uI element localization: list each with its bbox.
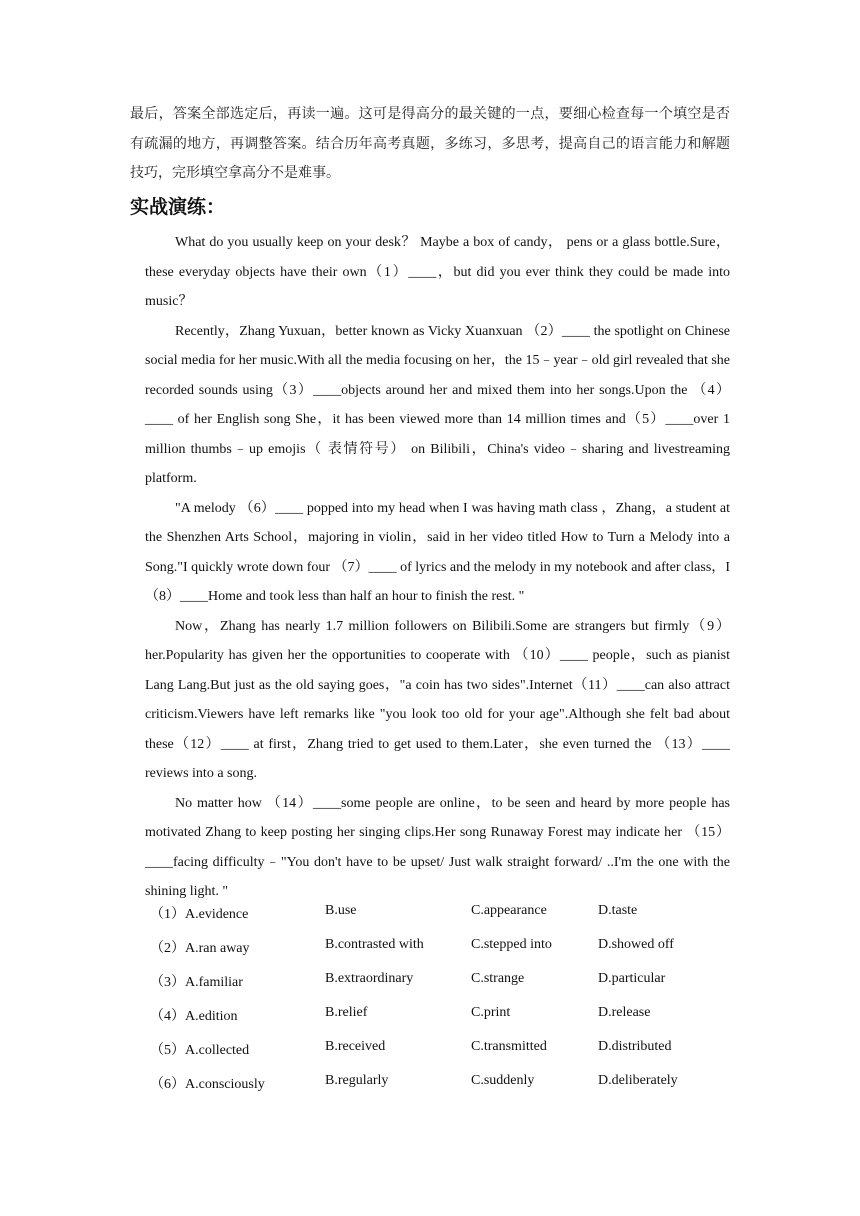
passage-paragraph-4: Now，Zhang has nearly 1.7 million followers on Bilibili.Some are strangers but firmly（9）her.Popularity has given her the opportunities to cooperate with （10）____ people，such as pianist Lang Lang.But just as the old saying goes，"a coin has two sides".Internet（11）____can also attract criticism.Viewers have left remarks like "you look too old for your age".Although she felt bad about these（12）____ at first，Zhang tried to get used to them.Later，she even turned the （13）____ reviews into a song. bbox=[145, 618, 730, 781]
option-b: B.regularly bbox=[325, 1073, 389, 1088]
option-d: D.distributed bbox=[598, 1039, 672, 1054]
option-row bbox=[150, 999, 730, 1033]
option-a: （6）A.consciously bbox=[150, 1077, 265, 1092]
option-d: D.particular bbox=[598, 971, 666, 986]
option-d: D.showed off bbox=[598, 937, 674, 952]
answer-options-table bbox=[150, 897, 730, 1101]
option-c: C.strange bbox=[471, 971, 525, 986]
passage-paragraph-2: Recently，Zhang Yuxuan，better known as Vicky Xuanxuan （2）____ the spotlight on Chinese social media for her music.With all the media focusing on her，the 15﹣year﹣old girl revealed that she recorded sounds using（3）____objects around her and mixed them into her songs.Upon the （4）____ of her English song She，it has been viewed more than 14 million times and（5）____over 1 million thumbs﹣up emojis（ 表情符号） on Bilibili，China's video﹣sharing and livestreaming platform. bbox=[145, 323, 730, 486]
option-a: （2）A.ran away bbox=[150, 941, 250, 956]
cloze-passage bbox=[145, 228, 730, 907]
option-row bbox=[150, 1033, 730, 1067]
option-row bbox=[150, 965, 730, 999]
option-c: C.transmitted bbox=[471, 1039, 547, 1054]
option-c: C.suddenly bbox=[471, 1073, 535, 1088]
option-row bbox=[150, 931, 730, 965]
option-a: （1）A.evidence bbox=[150, 907, 249, 922]
option-b: B.relief bbox=[325, 1005, 368, 1020]
option-a: （5）A.collected bbox=[150, 1043, 250, 1058]
option-c: C.print bbox=[471, 1005, 511, 1020]
option-row bbox=[150, 1067, 730, 1101]
intro-paragraph: 最后，答案全部选定后，再读一遍。这可是得高分的最关键的一点，要细心检查每一个填空是否有疏漏的地方，再调整答案。结合历年高考真题，多练习，多思考，提高自己的语言能力和解题技巧，完形填空拿高分不是难事。 bbox=[130, 106, 730, 181]
option-b: B.contrasted with bbox=[325, 937, 424, 952]
section-heading: 实战演练： bbox=[130, 196, 226, 218]
option-d: D.taste bbox=[598, 903, 638, 918]
option-c: C.stepped into bbox=[471, 937, 552, 952]
option-b: B.use bbox=[325, 903, 357, 918]
option-b: B.extraordinary bbox=[325, 971, 414, 986]
option-c: C.appearance bbox=[471, 903, 547, 918]
option-a: （4）A.edition bbox=[150, 1009, 238, 1024]
passage-paragraph-3: "A melody （6）____ popped into my head when I was having math class ，Zhang，a student at the Shenzhen Arts School，majoring in violin，said in her video titled How to Turn a Melody into a Song."I quickly wrote down four （7）____ of lyrics and the melody in my notebook and after class，I（8）____Home and took less than half an hour to finish the rest. " bbox=[145, 500, 730, 604]
option-b: B.received bbox=[325, 1039, 386, 1054]
option-d: D.deliberately bbox=[598, 1073, 678, 1088]
option-row bbox=[150, 897, 730, 931]
passage-paragraph-5: No matter how （14）____some people are online，to be seen and heard by more people has motivated Zhang to keep posting her singing clips.Her song Runaway Forest may indicate her （15）____facing difficulty﹣"You don't have to be upset/ Just walk straight forward/ ..I'm the one with the shining light. " bbox=[145, 795, 730, 899]
passage-paragraph-1: What do you usually keep on your desk？ Maybe a box of candy， pens or a glass bottle.Sure，these everyday objects have their own（1）____，but did you ever think they could be made into music？ bbox=[145, 235, 730, 309]
option-d: D.release bbox=[598, 1005, 651, 1020]
option-a: （3）A.familiar bbox=[150, 975, 243, 990]
